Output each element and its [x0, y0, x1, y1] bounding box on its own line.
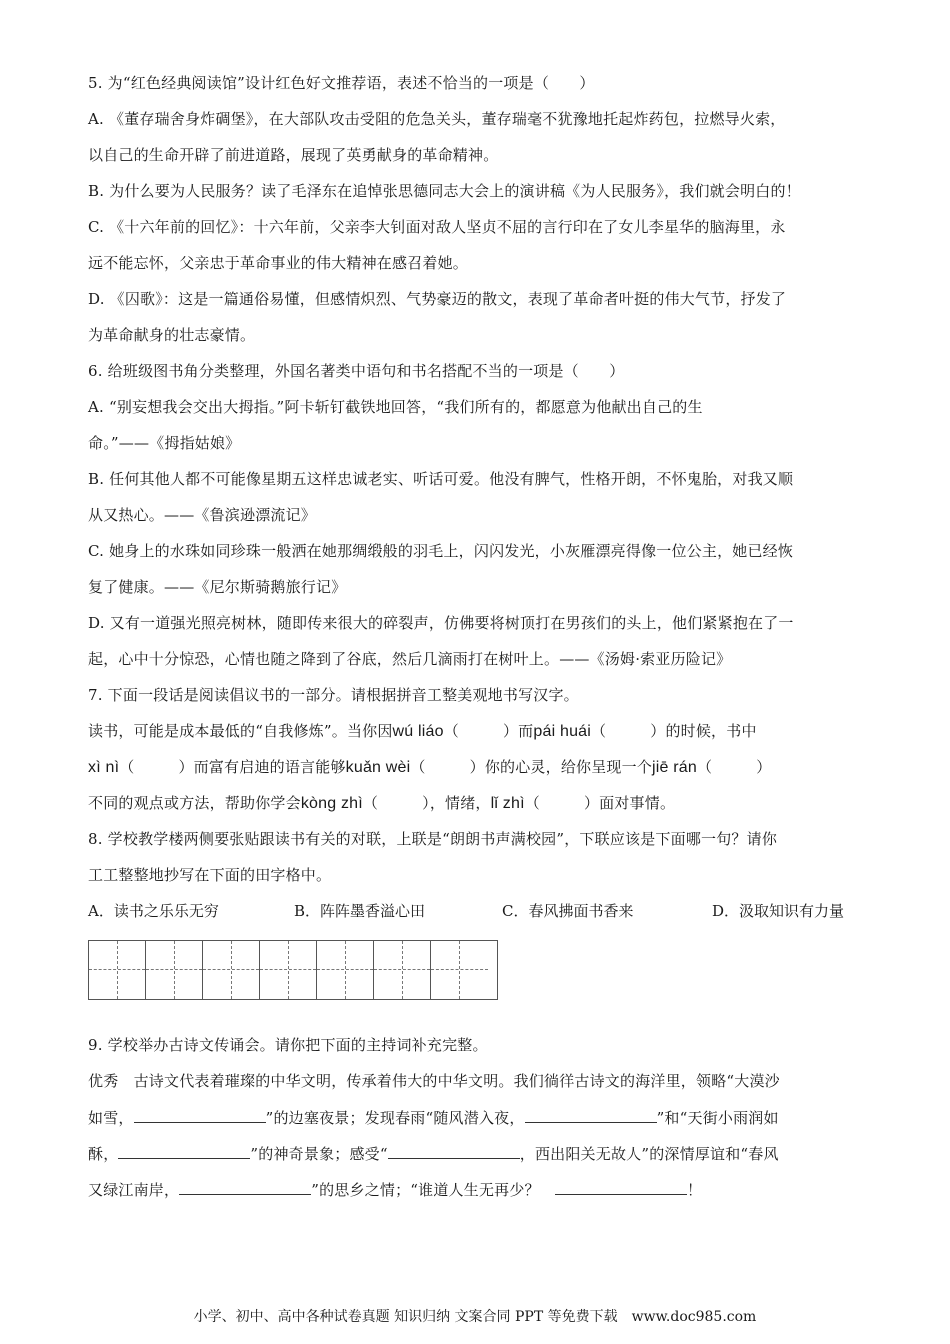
- fill-blank-1[interactable]: [134, 1106, 266, 1123]
- q9-line2: [88, 1106, 868, 1142]
- q9-text: ”的边塞夜景；发现春雨“随风潜入夜，: [265, 1109, 525, 1127]
- answer-paren-close: ）: [650, 722, 666, 740]
- q9-text: ，西出阳关无故人”的深情厚谊和“春风: [519, 1145, 779, 1163]
- fill-blank-6[interactable]: [555, 1178, 687, 1195]
- answer-paren-open: （: [119, 758, 135, 776]
- q6-option-b-line1: B. 任何其他人都不可能像星期五这样忠诚老实、听话可爱。他没有脾气，性格开朗，不怀鬼胎，对我又顺: [88, 470, 794, 488]
- q5-option-d-line2: 为革命献身的壮志豪情。: [88, 326, 256, 344]
- q7-line3: [88, 792, 868, 828]
- fill-blank-2[interactable]: [525, 1106, 657, 1123]
- answer-paren-close: ）: [756, 758, 772, 776]
- q7-text: 你的心灵，给你呈现一个: [484, 758, 653, 776]
- q9-line3: [88, 1142, 868, 1178]
- answer-paren-close: ）: [422, 794, 430, 812]
- tianzige-cell[interactable]: [203, 941, 260, 999]
- pinyin-lizhi: lǐ zhì: [490, 795, 525, 812]
- exam-page: [88, 72, 868, 1214]
- answer-paren-open: （: [410, 758, 426, 776]
- answer-paren-close: ）: [502, 722, 519, 740]
- q5-option-c-line1: C. 《十六年前的回忆》：十六年前，父亲李大钊面对敌人坚贞不屈的言行印在了女儿李星华的脑海里，永: [88, 218, 786, 236]
- q5-option-a-line1: A. 《董存瑞舍身炸碉堡》，在大部队攻击受阻的危急关头，董存瑞毫不犹豫地托起炸药包，拉燃导火索，: [88, 110, 786, 128]
- pinyin-paihuai: pái huái: [533, 723, 592, 740]
- tianzige-cell[interactable]: [89, 941, 146, 999]
- q7-text: 而富有启迪的语言能够: [193, 758, 346, 776]
- q7-text: 的时候，书中: [665, 722, 757, 740]
- q6-option-d-line2: 起，心中十分惊恐，心情也随之降到了谷底，然后几滴雨打在树叶上。——《汤姆·索亚历险记》: [88, 650, 732, 668]
- q6-option-d-line1: D. 又有一道强光照亮树林，随即传来很大的碎裂声，仿佛要将树顶打在男孩们的头上，他们紧紧抱在了一: [88, 614, 794, 632]
- q5-option-b: B. 为什么要为人民服务？读了毛泽东在追悼张思德同志大会上的演讲稿《为人民服务》，我们就会明白的！: [88, 182, 801, 200]
- page-footer: 小学、初中、高中各种试卷真题 知识归纳 文案合同 PPT 等免费下载 www.doc985.com: [193, 1309, 757, 1325]
- fill-blank-3[interactable]: [118, 1142, 250, 1159]
- q9-text: 又绿江南岸，: [88, 1181, 180, 1199]
- q8-stem-line1: 8. 学校教学楼两侧要张贴跟读书有关的对联，上联是“朗朗书声满校园”，下联应该是下面哪一句？请你: [88, 830, 778, 848]
- tianzige-cell[interactable]: [146, 941, 203, 999]
- q8-option-d: D．汲取知识有力量: [712, 902, 845, 920]
- tianzige-cell[interactable]: [317, 941, 374, 999]
- q9-text: 如雪，: [88, 1109, 134, 1127]
- tianzige-cell[interactable]: [374, 941, 431, 999]
- tianzige-cell[interactable]: [260, 941, 317, 999]
- q7-text: ，情绪，: [429, 794, 491, 812]
- q7-line2: [88, 756, 868, 792]
- q5-stem: 5. 为“红色经典阅读馆”设计红色好文推荐语，表述不恰当的一项是（ ）: [88, 74, 595, 92]
- pinyin-kongzhi: kòng zhì: [300, 795, 363, 812]
- q8-stem-line2: 工工整整地抄写在下面的田字格中。: [88, 866, 332, 884]
- q7-line1: [88, 720, 868, 756]
- q5-option-c-line2: 远不能忘怀，父亲忠于革命事业的伟大精神在感召着她。: [88, 254, 469, 272]
- q6-stem: 6. 给班级图书角分类整理，外国名著类中语句和书名搭配不当的一项是（ ）: [88, 362, 625, 380]
- q9-stem: 9. 学校举办古诗文传诵会。请你把下面的主持词补充完整。: [88, 1036, 488, 1054]
- q6-option-a-line2: 命。”——《拇指姑娘》: [88, 434, 241, 452]
- q6-option-a-line1: A. “别妄想我会交出大拇指。”阿卡斩钉截铁地回答，“我们所有的，都愿意为他献出自己的生: [88, 398, 703, 416]
- q5-option-a-line2: 以自己的生命开辟了前进道路，展现了英勇献身的革命精神。: [88, 146, 499, 164]
- q9-text: ”的思乡之情；“谁道人生无再少？: [311, 1181, 540, 1199]
- tianzige-grid: [88, 940, 498, 1000]
- pinyin-xini: xì nì: [88, 759, 120, 776]
- q9-line4: [88, 1178, 868, 1214]
- q7-text: 不同的观点或方法，帮助你学会: [88, 794, 301, 812]
- answer-paren-close: ）: [178, 758, 194, 776]
- tianzige-cell[interactable]: [431, 941, 488, 999]
- answer-paren-close: ）: [469, 758, 485, 776]
- q6-option-c-line2: 复了健康。——《尼尔斯骑鹅旅行记》: [88, 578, 347, 596]
- answer-paren-open: （: [524, 794, 540, 812]
- q5-option-d-line1: D. 《囚歌》：这是一篇通俗易懂，但感情炽烈、气势豪迈的散文，表现了革命者叶挺的伟大气节，抒发了: [88, 290, 787, 308]
- q9-text: ”的神奇景象；感受“: [250, 1145, 388, 1163]
- pinyin-jieran: jiē rán: [652, 759, 697, 776]
- q9-text: 酥，: [88, 1145, 119, 1163]
- q6-option-b-line2: 从又热心。——《鲁滨逊漂流记》: [88, 506, 317, 524]
- q8-options: [88, 900, 868, 936]
- q9-text: ”和“天街小雨润如: [656, 1109, 779, 1127]
- q7-text: 而: [518, 722, 534, 740]
- q7-text: 面对事情。: [599, 794, 676, 812]
- q8-option-b: B．阵阵墨香溢心田: [294, 902, 426, 920]
- q6-option-c-line1: C. 她身上的水珠如同珍珠一般洒在她那绸缎般的羽毛上，闪闪发光，小灰雁漂亮得像一位公主，她已经恢: [88, 542, 794, 560]
- pinyin-wuliao: wú liáo: [392, 723, 444, 740]
- q7-stem: 7. 下面一段话是阅读倡议书的一部分。请根据拼音工整美观地书写汉字。: [88, 686, 579, 704]
- answer-paren-open: （: [362, 794, 379, 812]
- q8-option-c: C．春风拂面书香来: [502, 902, 634, 920]
- fill-blank-5[interactable]: [179, 1178, 311, 1195]
- pinyin-kuanwei: kuǎn wèi: [345, 759, 411, 776]
- answer-paren-open: （: [591, 722, 607, 740]
- answer-paren-close: ）: [583, 794, 600, 812]
- q9-line1: 优秀 古诗文代表着璀璨的中华文明，传承着伟大的中华文明。我们徜徉古诗文的海洋里，领略“大漠沙: [88, 1072, 780, 1090]
- fill-blank-4[interactable]: [388, 1142, 520, 1159]
- answer-paren-open: （: [443, 722, 459, 740]
- q7-text: 读书，可能是成本最低的“自我修炼”。当你因: [88, 722, 393, 740]
- answer-paren-open: （: [697, 758, 713, 776]
- q8-option-a: A．读书之乐乐无穷: [88, 902, 219, 920]
- q9-text: ！: [686, 1181, 703, 1199]
